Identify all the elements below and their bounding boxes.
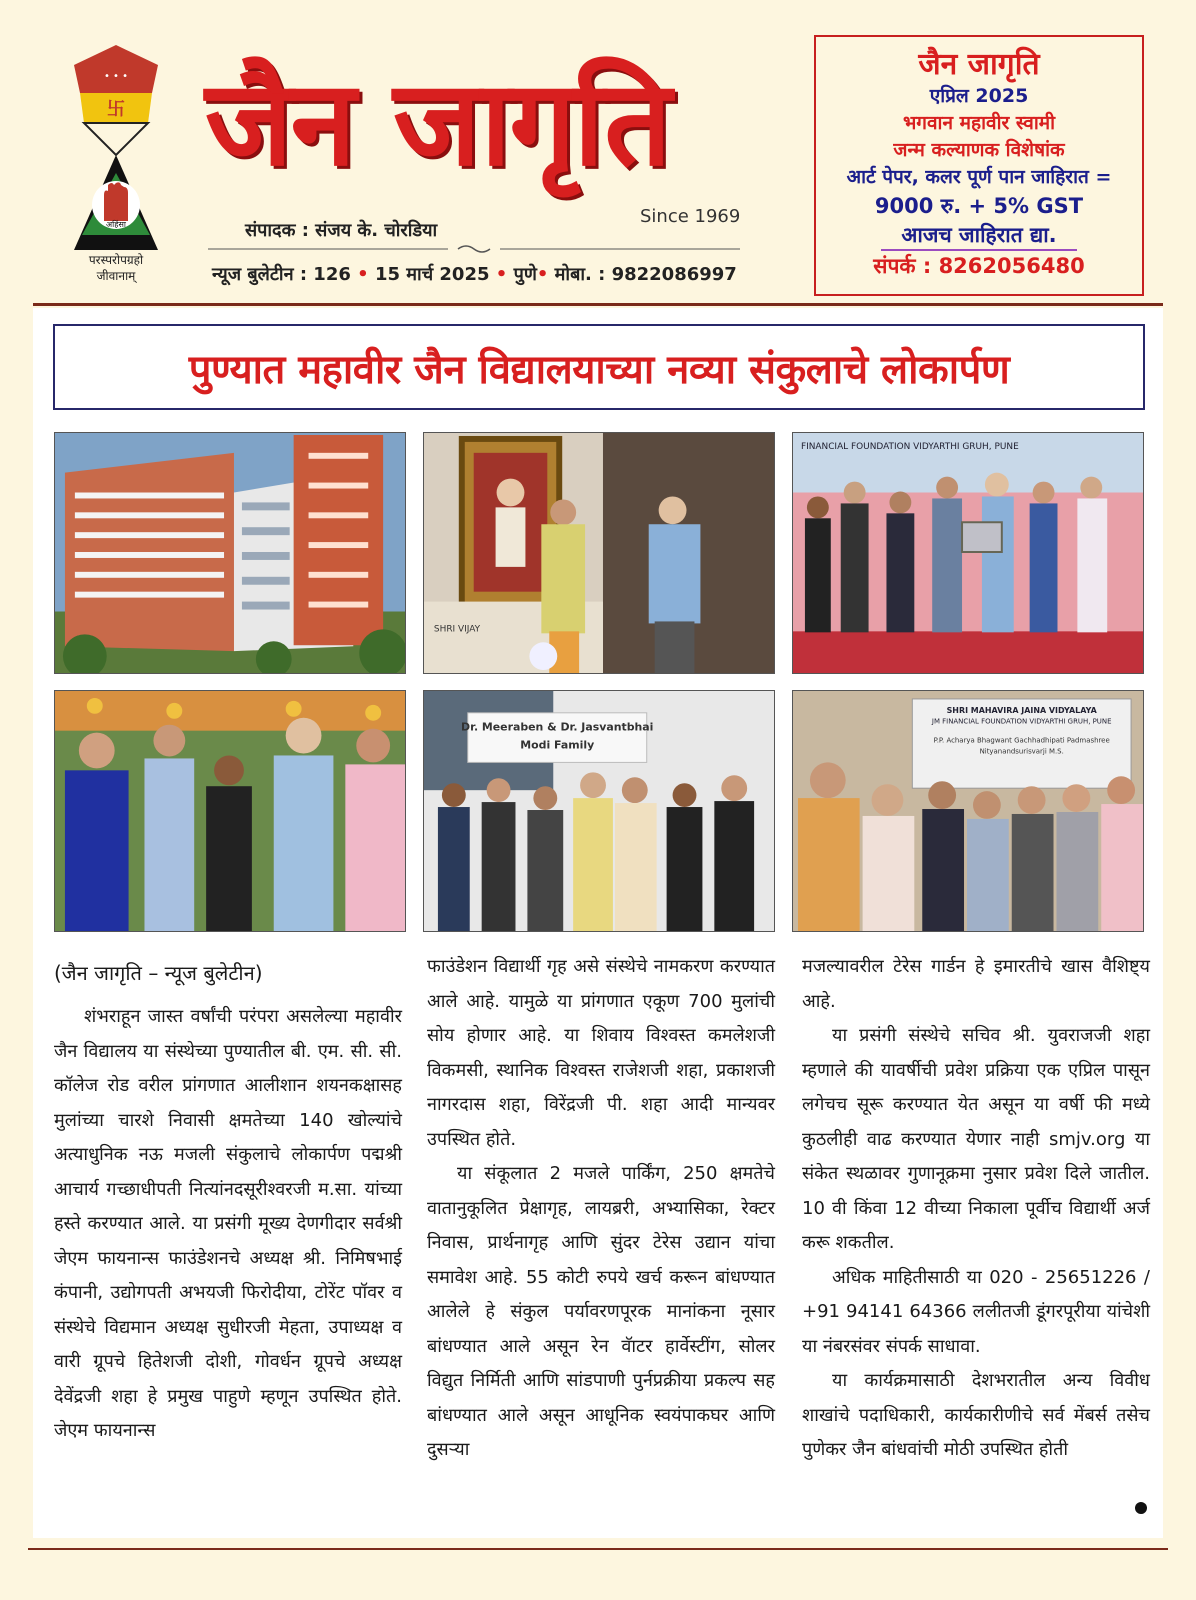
- photo-plaque-group: [423, 690, 775, 932]
- svg-text:• • •: • • •: [103, 71, 129, 82]
- header-rule: [33, 303, 1163, 306]
- article-col1-text: शंभराहून जास्त वर्षांची परंपरा असलेल्या महावीर जैन विद्यालय या संस्थेच्या पुण्यातील बी. एम. सी. सी. कॉलेज रोड वरील प्रांगणात आलीशान शयनकक्षासह मुलांच्या चारशे निवासी क्षमतेच्या 140 खोल्यांचे अत्याधुनिक नऊ मजली संकुलाचे लोकार्पण पद्मश्री आचार्य गच्छाधीपती नित्यांनदसूरीश्वरजी म.सा. यांच्या हस्ते करण्यात आले. या प्रसंगी मूख्य देणगीदार सर्वश्री जेएम फायनान्स फाउंडेशनचे अध्यक्ष श्री. निमिषभाई कंपानी, उद्योगपती अभयजी फिरोदीया, टोरेंट पॉवर व संस्थेचे विद्यमान अध्यक्ष सुधीरजी मेहता, उपाध्यक्ष व वारी ग्रूपचे हितेशजी दोशी, गोवर्धन ग्रूपचे अध्यक्ष देवेंद्रजी शहा हे प्रमुख पाहुणे म्हणून उपस्थित होते. जेएम फायनान्स: [54, 1006, 402, 1441]
- svg-text:卐: 卐: [107, 99, 125, 120]
- ad-cta: आजच जाहिरात द्या.: [881, 221, 1076, 251]
- article-column-3: [802, 950, 1150, 1468]
- article-col2-p2: या संकूलात 2 मजले पार्किंग, 250 क्षमतेचे वातानुकूलित प्रेक्षागृह, लायब्ररी, अभ्यासिका, रेक्टर निवास, प्रार्थनागृह आणि सुंदर टेरेस उद्यान यांचा समावेश आहे. 55 कोटी रुपये खर्च करून बांधण्यात आलेले हे संकुल पर्यावरणपूरक मानांकना नूसार बांधण्यात आले असून रेन वॅाटर हार्वेस्टींग, सोलर विद्युत निर्मिती आणि सांडपाणी पुर्नप्रक्रीया प्रकल्प सह बांधण्यात आले असून आधूनिक स्वयंपाकघर आणि दुसऱ्या: [427, 1163, 775, 1460]
- emblem-caption: [52, 252, 180, 284]
- photo-award-group: [792, 432, 1144, 674]
- photo-2-plaque: SHRI VIJAY: [433, 624, 481, 635]
- article-lead: (जैन जागृति – न्यूज बुलेटीन): [54, 961, 263, 985]
- since-text: Since 1969: [640, 206, 741, 227]
- article-col3-p2: या प्रसंगी संस्थेचे सचिव श्री. युवराजजी शहा म्हणाले की यावर्षीची प्रवेश प्रक्रिया एक एप्रिल पासून लगेचच सूरू करण्यात येत असून या वर्षी फी मध्ये कुठलीही वाढ करण्यात येणार नाही smjv.org या संकेत स्थळावर गुणानूक्रमा नुसार प्रवेश दिले जातील. 10 वी किंवा 12 वीच्या निकाला पूर्वीच विद्यार्थी अर्ज करू शकतील.: [802, 1025, 1150, 1253]
- emblem-hand-text: अहिंसा: [106, 220, 126, 229]
- article-column-1: [54, 958, 402, 1449]
- masthead-title: जैन जागृति: [205, 53, 670, 192]
- advertisement-box: [814, 35, 1144, 296]
- photo-6-plaque-1: P.P. Acharya Bhagwant Gachhadhipati Padmashree: [933, 736, 1110, 745]
- ad-price: 9000 रु. + 5% GST: [874, 194, 1084, 218]
- photo-audience: [792, 690, 1144, 932]
- article-col3-p3: अधिक माहितीसाठी या 020 - 25651226 / +91 94141 64366 ललीतजी डूंगरपूरीया यांचेशी या नंबरसंवर संपर्क साधावा.: [802, 1266, 1150, 1357]
- photo-6-banner-2: JM FINANCIAL FOUNDATION VIDYARTHI GRUH, PUNE: [931, 717, 1112, 726]
- photo-5-plaque-2: Modi Family: [520, 738, 595, 752]
- article-col2-p1: फाउंडेशन विद्यार्थी गृह असे संस्थेचे नामकरण करण्यात आले आहे. यामुळे या प्रांगणात एकूण 700 मुलांची सोय होणार आहे. या शिवाय विश्वस्त कमलेशजी विकमसी, स्थानिक विश्वस्त राजेशजी शहा, प्रकाशजी नागरदास शहा, विरेंद्रजी पी. शहा आदी मान्यवर उपस्थित होते.: [427, 956, 775, 1150]
- ad-line-2: जन्म कल्याणक विशेषांक: [893, 139, 1065, 161]
- emblem-caption-line-1: परस्परोपग्रहो: [88, 253, 144, 267]
- bulletin-date: 15 मार्च 2025: [374, 264, 490, 285]
- photo-6-plaque-2: Nityanandsurisvarji M.S.: [979, 747, 1064, 756]
- emblem-caption-line-2: जीवानाम्: [96, 269, 136, 283]
- article-col3-p4: या कार्यक्रमासाठी देशभरातील अन्य विवीध शाखांचे पदाधिकारी, कार्यकारीणीचे सर्व मेंबर्स तसेच पुणेकर जैन बांधवांची मोठी उपस्थित होती: [802, 1370, 1150, 1460]
- ad-line-1: भगवान महावीर स्वामी: [902, 112, 1056, 134]
- photo-group-selfie: [54, 690, 406, 932]
- bulletin-city: पुणे: [513, 264, 537, 285]
- bulletin-line: न्यूज बुलेटीन : 126 • 15 मार्च 2025 • पुणे• मोबा. : 9822086997: [212, 264, 737, 285]
- jain-emblem-icon: [58, 45, 174, 255]
- headline-box: [53, 324, 1145, 410]
- ad-title: जैन जागृति: [918, 47, 1040, 82]
- article-column-2: [427, 950, 775, 1468]
- editor-line: संपादक : संजय के. चोरडिया: [245, 220, 438, 241]
- article-end-dot: [1135, 1502, 1147, 1514]
- ornament-divider: [208, 244, 740, 254]
- photo-6-banner-1: SHRI MAHAVIRA JAINA VIDYALAYA: [946, 705, 1097, 715]
- photo-building: [54, 432, 406, 674]
- bulletin-phone: मोबा. : 9822086997: [554, 264, 737, 285]
- ad-line-3: आर्ट पेपर, कलर पूर्ण पान जाहिरात =: [846, 166, 1112, 188]
- footer-rule: [28, 1548, 1168, 1550]
- photo-3-banner: FINANCIAL FOUNDATION VIDYARTHI GRUH, PUNE: [800, 441, 1019, 452]
- ad-contact: संपर्क : 8262056480: [873, 254, 1085, 278]
- photo-5-plaque-1: Dr. Meeraben & Dr. Jasvantbhai: [461, 720, 654, 734]
- article-col3-p1: मजल्यावरील टेरेस गार्डन हे इमारतीचे खास वैशिष्ट्य आहे.: [802, 956, 1150, 1012]
- headline: पुण्यात महावीर जैन विद्यालयाच्या नव्या संकुलाचे लोकार्पण: [188, 345, 1010, 393]
- bulletin-number: न्यूज बुलेटीन : 126: [212, 264, 351, 285]
- photo-portrait-unveiling: [423, 432, 775, 674]
- ad-month: एप्रिल 2025: [929, 85, 1029, 107]
